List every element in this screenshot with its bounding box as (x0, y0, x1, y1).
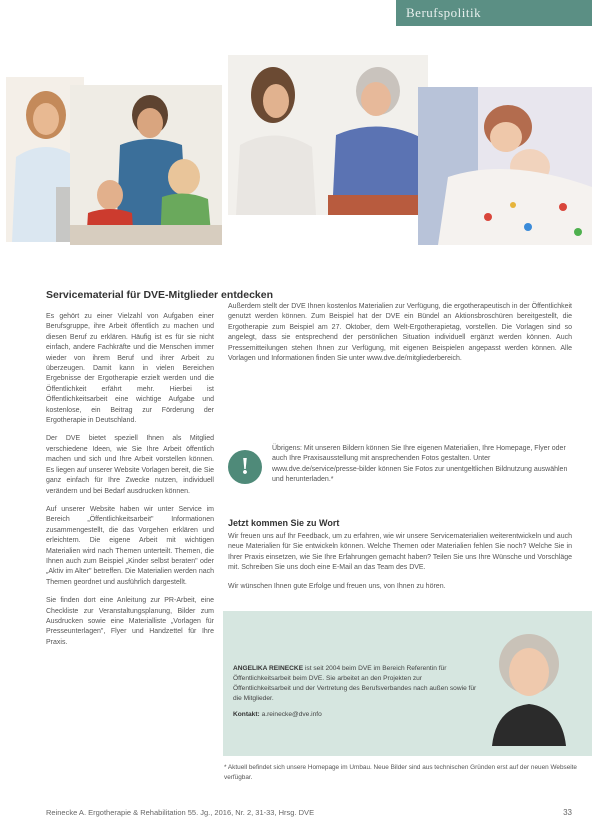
sub-paragraph: Wir wünschen Ihnen gute Erfolge und freuen uns, von Ihnen zu hören. (228, 582, 446, 590)
footnote: * Aktuell befindet sich unsere Homepage im Umbau. Neue Bilder sind aus technischen Gründen erst auf der neuen Webseite verfügbar. (224, 764, 577, 781)
article-title: Servicematerial für DVE-Mitglieder entdecken (46, 289, 273, 301)
section-label: Berufspolitik (396, 0, 592, 26)
author-name: ANGELIKA REINECKE (233, 665, 304, 672)
left-paragraph: Sie finden dort eine Anleitung zur PR-Arbeit, eine Checkliste zur Veranstaltungsplanung, Bilder zum Ausdrucken sowie eine Materialliste „Vorlagen für Presseunterlagen", Flyer und Handzettel für Ihre Praxis. (46, 597, 214, 646)
author-bio-text: ist seit 2004 beim DVE im Bereich Referentin für Öffentlichkeitsarbeit beim DVE. Sie arbeitet an den Projekten zur Öffentlichkeitsarbeit und der Vertretung des Berufsverbandes nach außen sowie für die Mitglieder. (233, 665, 477, 702)
author-bio (233, 664, 481, 720)
left-paragraph: Auf unserer Website haben wir unter Service im Bereich „Öffentlichkeitsarbeit" Informationen zusammengestellt, die das Vorgehen erklären und erleichtern. Die eigene Arbeit mit wichtigen Materialien wird nach Themen unterteilt. Themen, die Ihnen auch zum Beispiel „Kinder selbst beraten" oder „Aktiv im Alter" betreffen. Die Materialien werden nach Themen geordnet und ausführlich dargestellt. (46, 505, 214, 586)
section-subtitle: Jetzt kommen Sie zu Wort (228, 518, 340, 528)
left-paragraph: Es gehört zu einer Vielzahl von Aufgaben einer Berufsgruppe, ihre Arbeit öffentlich zu machen und diesen Beruf zu erklären. Häufig ist es für sie nicht einfach, andere Fachkräfte und die Menschen immer wieder von ihrem Beruf und ihrer Arbeit zu überzeugen. Damit kann in vielen Bereichen Ergebnisse der Ergotherapie erzielt werden und die Öffentlichkeit erfährt mehr. Hierbei ist Öffentlichkeitsarbeit eine wichtige Aufgabe und kostenlose, ein Beitrag zur Förderung der Ergotherapie in Deutschland. (46, 313, 214, 425)
sub-paragraph: Wir freuen uns auf Ihr Feedback, um zu erfahren, wie wir unsere Servicematerialien weiterentwickeln und auch neue Materialien für Sie entwickeln können. Welche Themen oder Materialien fehlen Sie noch? Welche Sie in Ihrer Praxis einsetzen, wie Sie Ihre Erfahrungen gemacht haben? Teilen Sie uns Ihre Wünsche und Vorschläge mit. Schreiben Sie uns doch eine E-Mail an das Team des DVE. (228, 533, 572, 572)
author-portrait (484, 624, 574, 746)
photo-therapist-senior (228, 55, 428, 215)
article-left-column (46, 312, 214, 656)
notice-text: Übrigens: Mit unseren Bildern können Sie Ihre eigenen Materialien, Ihre Homepage, Flyer oder auch Ihre Praxisausstellung mit ansprechenden Fotos gestalten. Unter www.dve.de/service/presse-bilder können Sie Fotos zur unentgeltlichen Bildnutzung auswählen und herunterladen.* (272, 445, 568, 484)
author-box (223, 611, 592, 756)
article-right-column (228, 302, 572, 372)
page-number: 33 (563, 808, 572, 817)
notice-box (228, 444, 572, 504)
photo-strip (0, 55, 592, 245)
photo-baby (418, 87, 592, 245)
photo-family (70, 85, 222, 245)
subsection-body (228, 532, 572, 600)
right-paragraph: Außerdem stellt der DVE Ihnen kostenlos Materialien zur Verfügung, die ergotherapeutisch in der Öffentlichkeit genutzt werden können. Zum Beispiel hat der DVE ein Bündel an Aktionsbroschüren bereitgestellt, die Ergotherapie zum Beispiel am 27. Oktober, dem Welt-Ergotherapietag, vorstellen. Die Vorlagen sind so angelegt, dass sie entsprechend der persönlichen Situation individuell ergänzt werden können. Auch Pressemitteilungen stehen Ihnen zur Verfügung, mit eigenen Beispielen angepasst werden können. Alle Vorlagen und Informationen finden Sie unter www.dve.de/mitgliederbereich. (228, 303, 572, 363)
left-paragraph: Der DVE bietet speziell Ihnen als Mitglied verschiedene Ideen, wie Sie Ihre Arbeit öffentlich machen und sich und Ihre Arbeit vorstellen können. Es liegen auf unserer Website Vorlagen bereit, die Sie ganz einfach für Ihre Zwecke nutzen, individuell verändern und bei Bedarf ausdrucken können. (46, 435, 214, 495)
citation-footer: Reinecke A. Ergotherapie & Rehabilitation 55. Jg., 2016, Nr. 2, 31-33, Hrsg. DVE (46, 808, 315, 817)
contact-email[interactable]: a.reinecke@dve.info (261, 711, 322, 718)
contact-label: Kontakt: (233, 711, 260, 718)
exclamation-icon: ! (228, 450, 262, 484)
